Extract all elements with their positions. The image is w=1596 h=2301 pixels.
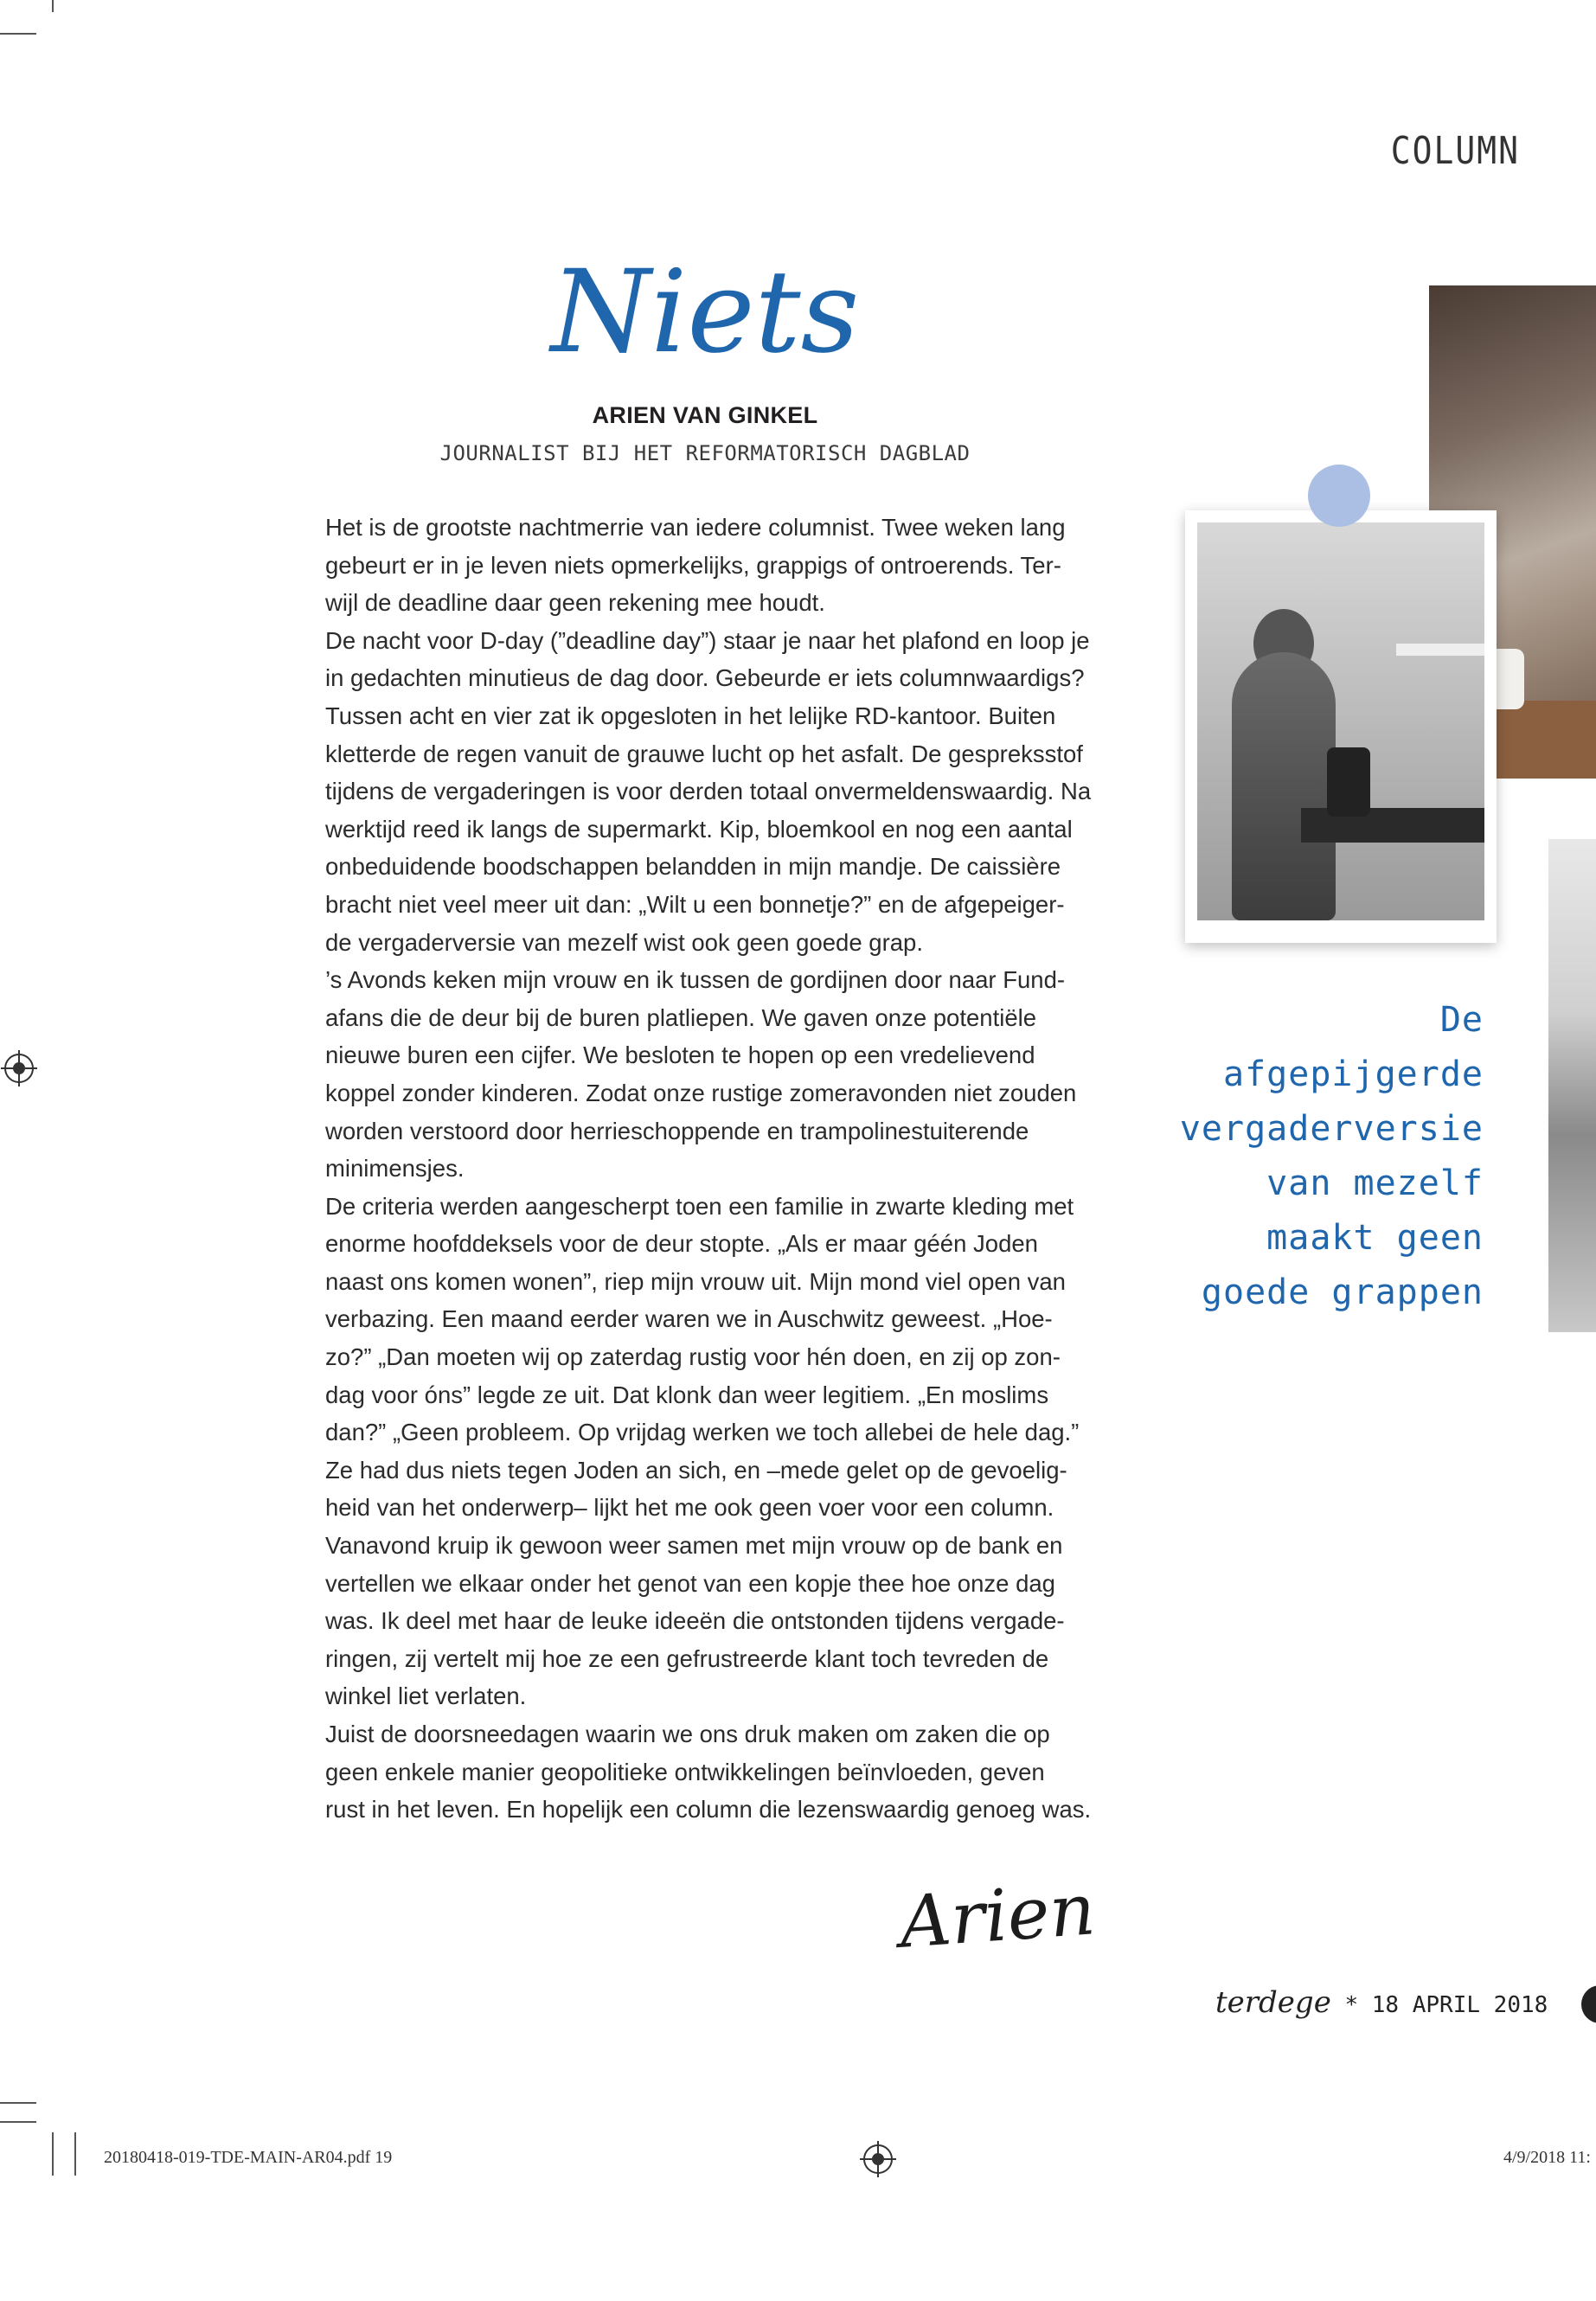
pull-quote-line: van mezelf xyxy=(1266,1163,1484,1203)
body-line: geen enkele manier geopolitieke ontwikkelingen beïnvloeden, geven xyxy=(325,1758,1045,1785)
body-line: Het is de grootste nachtmerrie van iedere columnist. Twee weken lang xyxy=(325,514,1066,541)
body-line: ringen, zij vertelt mij hoe ze een gefrustreerde klant toch tevreden de xyxy=(325,1644,1049,1672)
body-line: minimensjes. xyxy=(325,1155,465,1183)
page-number-badge xyxy=(1581,1985,1596,2023)
body-line: afans die de deur bij de buren platliepen. We gaven onze potentiële xyxy=(325,1003,1037,1031)
article-body xyxy=(325,509,1095,1829)
body-line: was. Ik deel met haar de leuke ideeën die ontstonden tijdens vergade- xyxy=(325,1607,1065,1635)
body-line: wijl de deadline daar geen rekening mee houdt. xyxy=(325,589,825,617)
body-line: de vergaderversie van mezelf wist ook geen goede grap. xyxy=(325,928,923,956)
crop-mark xyxy=(0,33,36,35)
pull-quote-line: afgepijgerde xyxy=(1223,1054,1484,1094)
print-slug-file: 20180418-019-TDE-MAIN-AR04.pdf 19 xyxy=(104,2148,393,2167)
body-line: zo?” „Dan moeten wij op zaterdag rustig voor hén doen, en zij op zon- xyxy=(325,1343,1061,1371)
crop-mark xyxy=(74,2132,76,2176)
body-line: dan?” „Geen probleem. Op vrijdag werken we toch allebei de hele dag.” xyxy=(325,1419,1080,1446)
author-name: ARIEN VAN GINKEL xyxy=(592,402,818,428)
pull-quote-line: goede grappen xyxy=(1201,1272,1484,1312)
print-slug-date: 4/9/2018 11: xyxy=(1503,2148,1591,2167)
crop-mark xyxy=(52,0,54,12)
body-line: ’s Avonds keken mijn vrouw en ik tussen de gordijnen door naar Fund- xyxy=(325,966,1066,994)
page-footer xyxy=(1215,1985,1548,2020)
body-line: worden verstoord door herrieschoppende en trampolinestuiterende xyxy=(325,1117,1029,1144)
body-line: dag voor óns” legde ze uit. Dat klonk dan weer legitiem. „En moslims xyxy=(325,1381,1049,1408)
body-line: verbazing. Een maand eerder waren we in Auschwitz geweest. „Hoe- xyxy=(325,1305,1053,1333)
registration-mark-icon xyxy=(4,1054,34,1083)
body-line: Ze had dus niets tegen Joden an sich, en –mede gelet op de gevoelig- xyxy=(325,1456,1067,1484)
pull-quote-line: vergaderversie xyxy=(1179,1109,1484,1149)
body-line: Tussen acht en vier zat ik opgesloten in het lelijke RD-kantoor. Buiten xyxy=(325,702,1056,729)
body-line: gebeurt er in je leven niets opmerkelijks, grappigs of ontroerends. Ter- xyxy=(325,551,1061,579)
body-line: De criteria werden aangescherpt toen een familie in zwarte kleding met xyxy=(325,1192,1074,1220)
body-line: tijdens de vergaderingen is voor derden totaal onvermeldenswaardig. Na xyxy=(325,778,1092,805)
author-role: JOURNALIST BIJ HET REFORMATORISCH DAGBLAD xyxy=(439,441,971,465)
body-line: winkel liet verlaten. xyxy=(325,1682,527,1710)
crop-mark xyxy=(52,2132,54,2176)
body-line: enorme hoofddeksels voor de deur stopte. „Als er maar géén Joden xyxy=(325,1230,1038,1258)
crop-mark xyxy=(0,2121,36,2123)
body-line: onbeduidende boodschappen belandden in mijn mandje. De caissière xyxy=(325,853,1061,881)
body-line: naast ons komen wonen”, riep mijn vrouw uit. Mijn mond viel open van xyxy=(325,1267,1066,1295)
body-line: vertellen we elkaar onder het genot van een kopje thee hoe onze dag xyxy=(325,1569,1055,1597)
photo-kitchen-polaroid xyxy=(1185,510,1497,943)
body-line: Vanavond kruip ik gewoon weer samen met mijn vrouw op de bank en xyxy=(325,1532,1063,1560)
body-line: bracht niet veel meer uit dan: „Wilt u een bonnetje?” en de afgepeiger- xyxy=(325,890,1065,918)
body-line: kletterde de regen vanuit de grauwe lucht op het asfalt. De gespreksstof xyxy=(325,740,1083,767)
pull-quote-line: De xyxy=(1439,1000,1484,1040)
issue-date: 18 APRIL 2018 xyxy=(1371,1992,1548,2018)
section-label: COLUMN xyxy=(1390,128,1520,173)
author-signature: Arien xyxy=(896,1868,1099,1965)
body-line: in gedachten minutieus de dag door. Gebeurde er iets columnwaardigs? xyxy=(325,664,1085,692)
body-line: koppel zonder kinderen. Zodat onze rustige zomeravonden niet zouden xyxy=(325,1079,1077,1106)
decorative-dot xyxy=(1308,465,1370,527)
body-line: rust in het leven. En hopelijk een column die lezenswaardig genoeg was. xyxy=(325,1796,1092,1823)
crop-mark xyxy=(0,2102,36,2104)
pull-quote xyxy=(1151,993,1484,1320)
body-line: Juist de doorsneedagen waarin we ons druk maken om zaken die op xyxy=(325,1721,1050,1747)
body-line: werktijd reed ik langs de supermarkt. Kip, bloemkool en nog een aantal xyxy=(325,815,1073,843)
pull-quote-line: maakt geen xyxy=(1266,1218,1484,1258)
photo-partial-right xyxy=(1548,839,1596,1332)
magazine-brand: terdege xyxy=(1215,1985,1331,2020)
body-line: nieuwe buren een cijfer. We besloten te hopen op een vredelievend xyxy=(325,1042,1035,1069)
photo-kitchen xyxy=(1197,522,1484,920)
footer-separator: * xyxy=(1344,1992,1359,2018)
body-line: De nacht voor D-day (”deadline day”) staar je naar het plafond en loop je xyxy=(325,626,1090,654)
registration-mark-icon xyxy=(863,2144,893,2174)
body-line: heid van het onderwerp– lijkt het me ook geen voer voor een column. xyxy=(325,1494,1054,1522)
article-title: Niets xyxy=(550,246,860,379)
